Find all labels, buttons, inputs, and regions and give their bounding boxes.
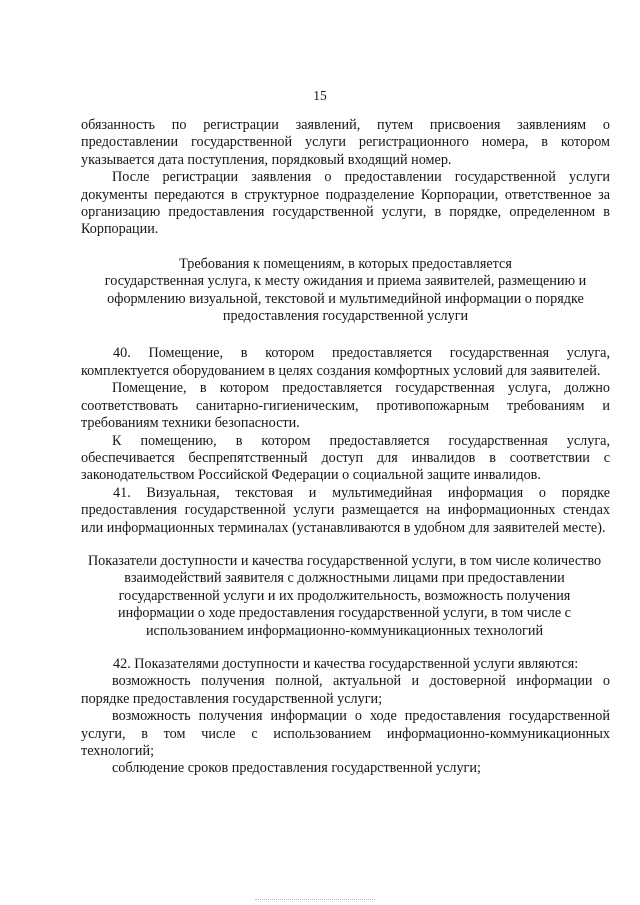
section-heading-premises-requirements — [81, 256, 610, 326]
heading-indicators-line-2: взаимодействий заявителя с должностными лицами при предоставлении — [124, 570, 565, 587]
paragraph-after-registration: После регистрации заявления о предоставлении государственной услуги документы передаются в структурное подразделение Корпорации, ответственное за организацию предоставления государственной услуги, в порядке, определенном в Корпорации. — [81, 169, 610, 238]
clause-40: 40. Помещение, в котором предоставляется государственная услуга, комплектуется оборудованием в целях создания комфортных условий для заявителей. — [81, 345, 610, 379]
section-heading-accessibility-indicators — [77, 553, 612, 640]
heading-premises-line-4: предоставления государственной услуги — [222, 308, 469, 325]
page-number: 15 — [313, 88, 327, 103]
heading-indicators-line-3: государственной услуги и их продолжительность, возможность получения — [118, 587, 571, 604]
clause-40-accessibility: К помещению, в котором предоставляется государственная услуга, обеспечивается беспрепятственный доступ для инвалидов в соответствии с законодательством Российской Федерации о социальной защите инвалидов. — [81, 432, 610, 484]
heading-premises-line-1: Требования к помещениям, в которых предоставляется — [179, 255, 512, 272]
paragraph-registration-continued: обязанность по регистрации заявлений, путем присвоения заявлениям о предоставлении государственной услуги регистрационного номера, в котором указывается дата поступления, порядковый входящий номер. — [81, 117, 610, 168]
scan-edge-mark — [255, 899, 375, 901]
document-body — [81, 117, 610, 778]
clause-42-item-full-information: возможность получения полной, актуальной и достоверной информации о порядке предоставления государственной услуги; — [81, 673, 610, 707]
clause-42-item-deadlines: соблюдение сроков предоставления государственной услуги; — [112, 760, 481, 777]
heading-indicators-line-1: Показатели доступности и качества государственной услуги, в том числе количество — [87, 552, 602, 569]
heading-premises-line-3: оформлению визуальной, текстовой и мультимедийной информации о порядке — [107, 290, 584, 307]
clause-41: 41. Визуальная, текстовая и мультимедийная информация о порядке предоставления государственной услуги размещается на информационных стендах или информационных терминалах (устанавливаются в удобном для заявителей месте). — [81, 484, 610, 536]
heading-premises-line-2: государственная услуга, к месту ожидания и приема заявителей, размещению и — [104, 273, 587, 290]
clause-40-sanitary-requirements: Помещение, в котором предоставляется государственная услуга, должно соответствовать санитарно-гигиеническим, противопожарным требованиям и требованиям техники безопасности. — [81, 380, 610, 432]
clause-42: 42. Показателями доступности и качества государственной услуги являются: — [113, 655, 579, 672]
clause-42-item-progress-information: возможность получения информации о ходе предоставления государственной услуги, в том числе с использованием информационно-коммуникационных технологий; — [81, 708, 610, 759]
heading-indicators-line-5: использованием информационно-коммуникационных технологий — [145, 622, 544, 639]
heading-indicators-line-4: информации о ходе предоставления государственной услуги, в том числе с — [118, 605, 571, 622]
